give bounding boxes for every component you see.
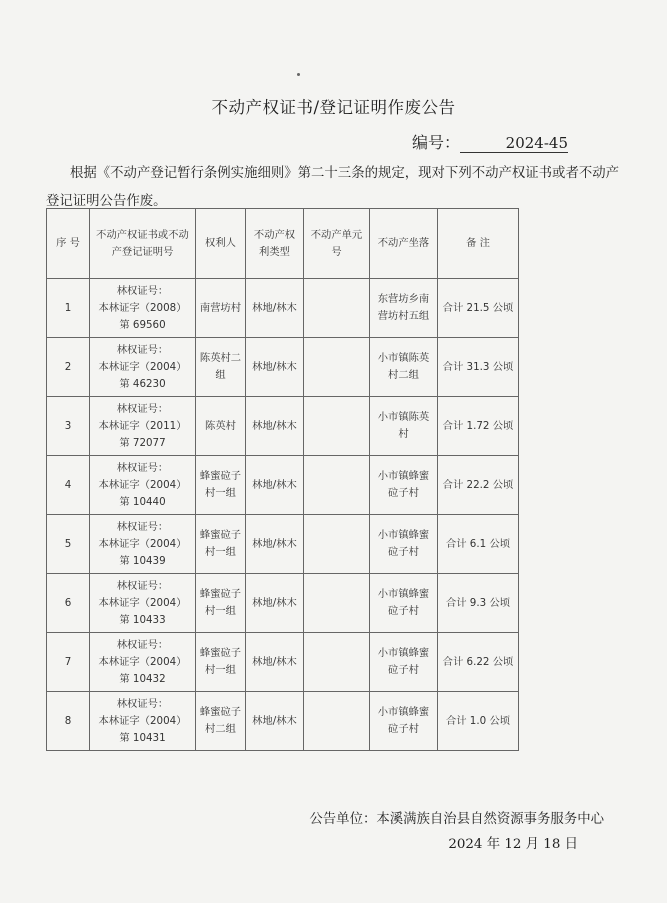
cell-cert (90, 338, 196, 397)
cert-number: 第 10433 (119, 613, 166, 626)
table-row (47, 456, 519, 515)
issuing-unit: 公告单位：本溪满族自治县自然资源事务服务中心 (309, 812, 604, 827)
cell-note: 合计 6.1 公顷 (438, 515, 519, 574)
cell-location: 小市镇蜂蜜砬子村 (370, 574, 438, 633)
cell-seq: 8 (47, 692, 90, 751)
cell-type: 林地/林木 (246, 279, 304, 338)
issue-date: 2024 年 12 月 18 日 (448, 837, 578, 852)
cell-type: 林地/林木 (246, 574, 304, 633)
cell-holder: 蜂蜜砬子村一组 (196, 633, 246, 692)
cell-unit (304, 574, 370, 633)
table-header-row (47, 209, 519, 279)
header-note: 备 注 (438, 209, 519, 279)
cert-number: 第 69560 (119, 318, 166, 331)
cert-code: 本林证字（2004） (98, 714, 187, 727)
cell-unit (304, 397, 370, 456)
cell-type: 林地/林木 (246, 456, 304, 515)
cell-unit (304, 633, 370, 692)
cell-holder: 蜂蜜砬子村二组 (196, 692, 246, 751)
cert-label: 林权证号： (116, 520, 169, 533)
cell-holder: 蜂蜜砬子村一组 (196, 515, 246, 574)
cert-label: 林权证号： (116, 579, 169, 592)
scan-speck (297, 73, 300, 76)
cell-location: 小市镇蜂蜜砬子村 (370, 692, 438, 751)
cell-note: 合计 1.0 公顷 (438, 692, 519, 751)
cert-label: 林权证号： (116, 638, 169, 651)
cert-label: 林权证号： (116, 697, 169, 710)
cell-holder: 陈英村二组 (196, 338, 246, 397)
cell-seq: 7 (47, 633, 90, 692)
cert-number: 第 10440 (119, 495, 166, 508)
cert-number: 第 10431 (119, 731, 166, 744)
cell-cert (90, 633, 196, 692)
table-row (47, 515, 519, 574)
cell-unit (304, 279, 370, 338)
cell-location: 东营坊乡南营坊村五组 (370, 279, 438, 338)
table-row (47, 692, 519, 751)
cell-holder: 蜂蜜砬子村一组 (196, 574, 246, 633)
cell-type: 林地/林木 (246, 633, 304, 692)
header-cert: 不动产权证书或不动产登记证明号 (90, 209, 196, 279)
cert-code: 本林证字（2004） (98, 478, 187, 491)
certificate-table (46, 208, 519, 751)
cell-location: 小市镇蜂蜜砬子村 (370, 633, 438, 692)
cell-unit (304, 338, 370, 397)
cell-type: 林地/林木 (246, 515, 304, 574)
cell-unit (304, 692, 370, 751)
cert-code: 本林证字（2004） (98, 537, 187, 550)
cell-note: 合计 9.3 公顷 (438, 574, 519, 633)
cell-type: 林地/林木 (246, 692, 304, 751)
cert-number: 第 72077 (119, 436, 166, 449)
table-row (47, 279, 519, 338)
cell-note: 合计 31.3 公顷 (438, 338, 519, 397)
cell-note: 合计 6.22 公顷 (438, 633, 519, 692)
cell-type: 林地/林木 (246, 397, 304, 456)
table-row (47, 338, 519, 397)
cert-number: 第 10432 (119, 672, 166, 685)
cert-label: 林权证号： (116, 284, 169, 297)
cell-note: 合计 1.72 公顷 (438, 397, 519, 456)
cell-unit (304, 456, 370, 515)
cell-holder: 南营坊村 (196, 279, 246, 338)
cell-location: 小市镇陈英村 (370, 397, 438, 456)
intro-paragraph: 根据《不动产登记暂行条例实施细则》第二十三条的规定，现对下列不动产权证书或者不动产登记证明公告作废。 (46, 166, 620, 209)
header-holder: 权利人 (196, 209, 246, 279)
header-location: 不动产坐落 (370, 209, 438, 279)
cell-cert (90, 397, 196, 456)
cell-holder: 蜂蜜砬子村一组 (196, 456, 246, 515)
cert-code: 本林证字（2004） (98, 655, 187, 668)
cell-seq: 6 (47, 574, 90, 633)
table-row (47, 633, 519, 692)
cell-cert (90, 515, 196, 574)
cell-cert (90, 456, 196, 515)
cell-note: 合计 22.2 公顷 (438, 456, 519, 515)
header-unit: 不动产单元号 (304, 209, 370, 279)
document-number-value: 2024-45 (460, 134, 568, 153)
document-number (412, 130, 568, 153)
cell-location: 小市镇陈英村二组 (370, 338, 438, 397)
header-type: 不动产权利类型 (246, 209, 304, 279)
table-row (47, 397, 519, 456)
cert-number: 第 46230 (119, 377, 166, 390)
cert-code: 本林证字（2004） (98, 596, 187, 609)
cell-seq: 1 (47, 279, 90, 338)
page-title: 不动产权证书/登记证明作废公告 (211, 98, 456, 117)
table-row (47, 574, 519, 633)
cert-code: 本林证字（2004） (98, 360, 187, 373)
cert-number: 第 10439 (119, 554, 166, 567)
cell-cert (90, 692, 196, 751)
cell-holder: 陈英村 (196, 397, 246, 456)
cert-code: 本林证字（2008） (98, 301, 187, 314)
cell-location: 小市镇蜂蜜砬子村 (370, 456, 438, 515)
cell-cert (90, 574, 196, 633)
cell-unit (304, 515, 370, 574)
cert-code: 本林证字（2011） (98, 419, 187, 432)
cell-location: 小市镇蜂蜜砬子村 (370, 515, 438, 574)
cell-cert (90, 279, 196, 338)
cert-label: 林权证号： (116, 402, 169, 415)
cell-note: 合计 21.5 公顷 (438, 279, 519, 338)
cell-seq: 5 (47, 515, 90, 574)
cert-label: 林权证号： (116, 343, 169, 356)
cell-seq: 4 (47, 456, 90, 515)
cell-type: 林地/林木 (246, 338, 304, 397)
cell-seq: 3 (47, 397, 90, 456)
document-number-label: 编号： (412, 133, 461, 152)
cert-label: 林权证号： (116, 461, 169, 474)
cell-seq: 2 (47, 338, 90, 397)
header-seq: 序 号 (47, 209, 90, 279)
